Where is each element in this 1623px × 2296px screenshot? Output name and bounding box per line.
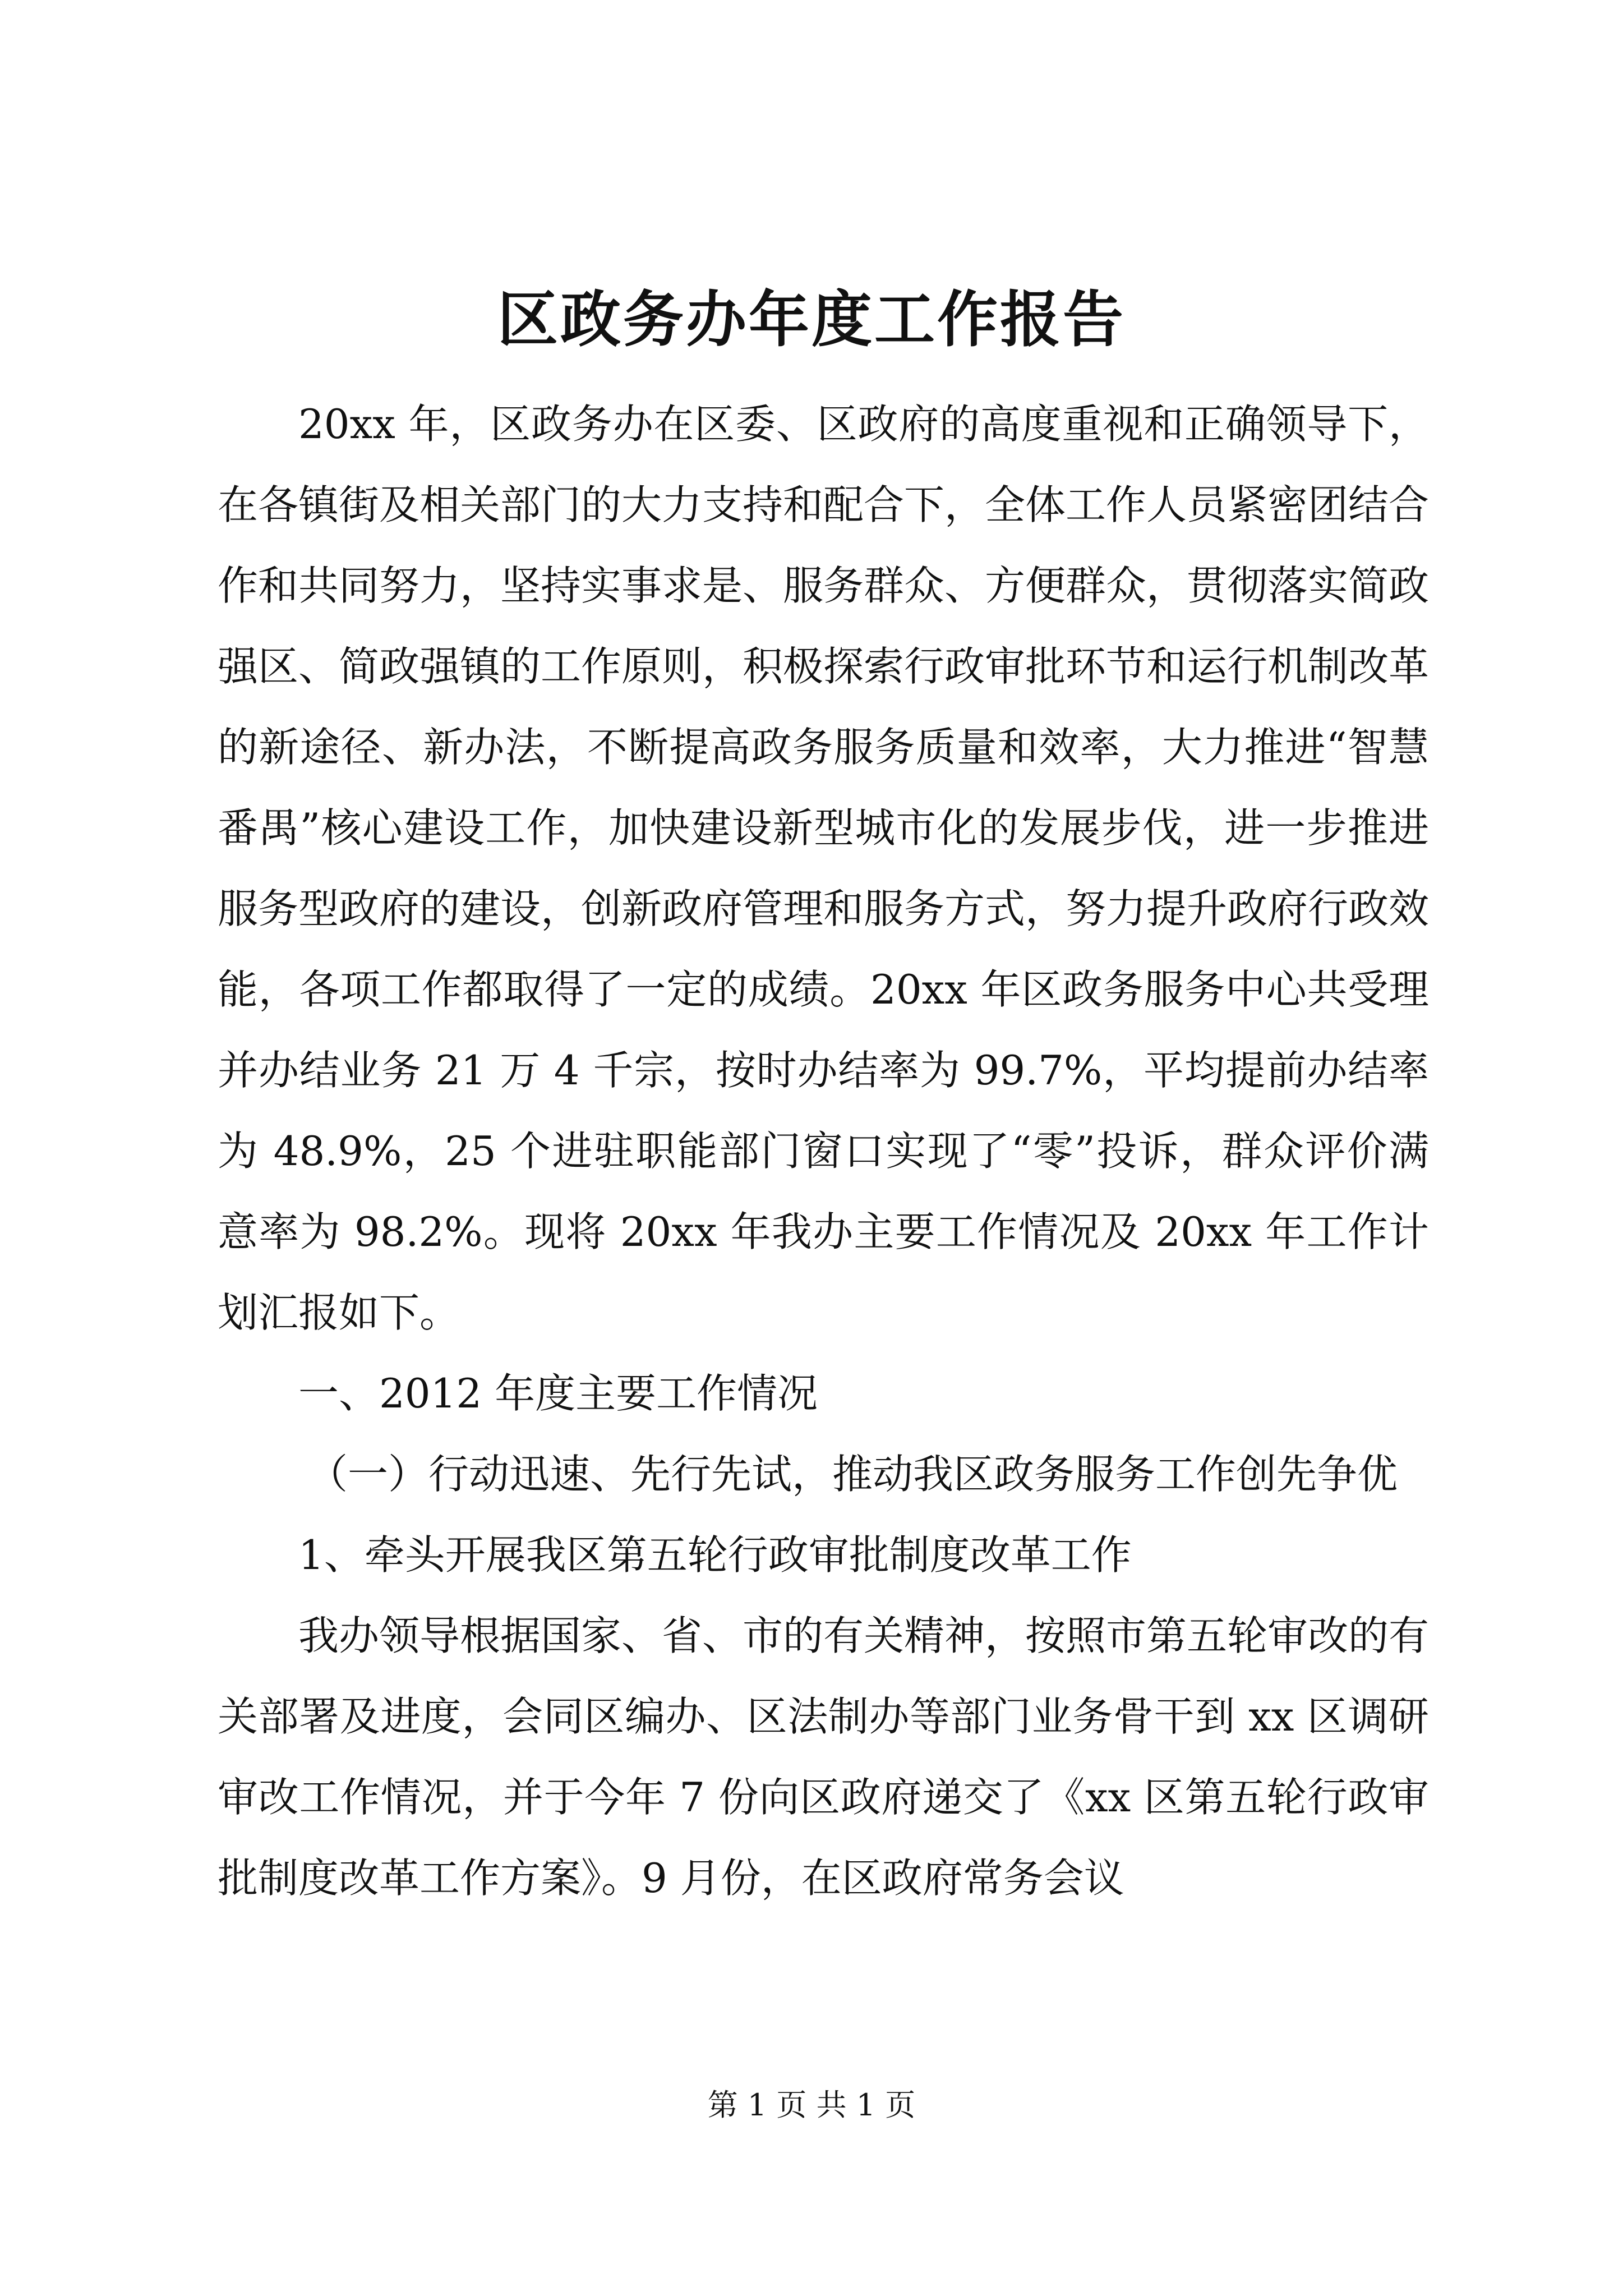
section-heading: 一、2012 年度主要工作情况 [298,1370,818,1417]
document-title: 区政务办年度工作报告 [497,284,1126,355]
page-footer: 第 1 页 共 1 页 [707,2087,916,2123]
paragraph-reform: 我办领导根据国家、省、市的有关精神，按照市第五轮审改的有关部署及进度，会同区编办、区法制办等部门业务骨干到 xx 区调研审改工作情况，并于今年 7 份向区政府递交了《xx 区第五轮行政审批制度改革工作方案》。9 月份，在区政府常务会议 [218,1612,1430,1902]
item-heading: 1、牵头开展我区第五轮行政审批制度改革工作 [298,1531,1132,1579]
paragraph-intro: 20xx 年，区政务办在区委、区政府的高度重视和正确领导下，在各镇街及相关部门的大力支持和配合下，全体工作人员紧密团结合作和共同努力，坚持实事求是、服务群众、方便群众，贯彻落实简政强区、简政强镇的工作原则，积极探索行政审批环节和运行机制改革的新途径、新办法，不断提高政务服务质量和效率，大力推进“智慧番禺”核心建设工作，加快建设新型城市化的发展步伐，进一步推进服务型政府的建设，创新政府管理和服务方式，努力提升政府行政效能，各项工作都取得了一定的成绩。20xx 年区政务服务中心共受理并办结业务 21 万 4 千宗，按时办结率为 99.7%，平均提前办结率为 48.9%，25 个进驻职能部门窗口实现了“零”投诉，群众评价满意率为 98.2%。现将 20xx 年我办主要工作情况及 20xx 年工作计划汇报如下。 [218,401,1430,1336]
document-body [218,384,1429,1918]
subsection-heading: （一）行动迅速、先行先试，推动我区政务服务工作创先争优 [307,1451,1398,1498]
